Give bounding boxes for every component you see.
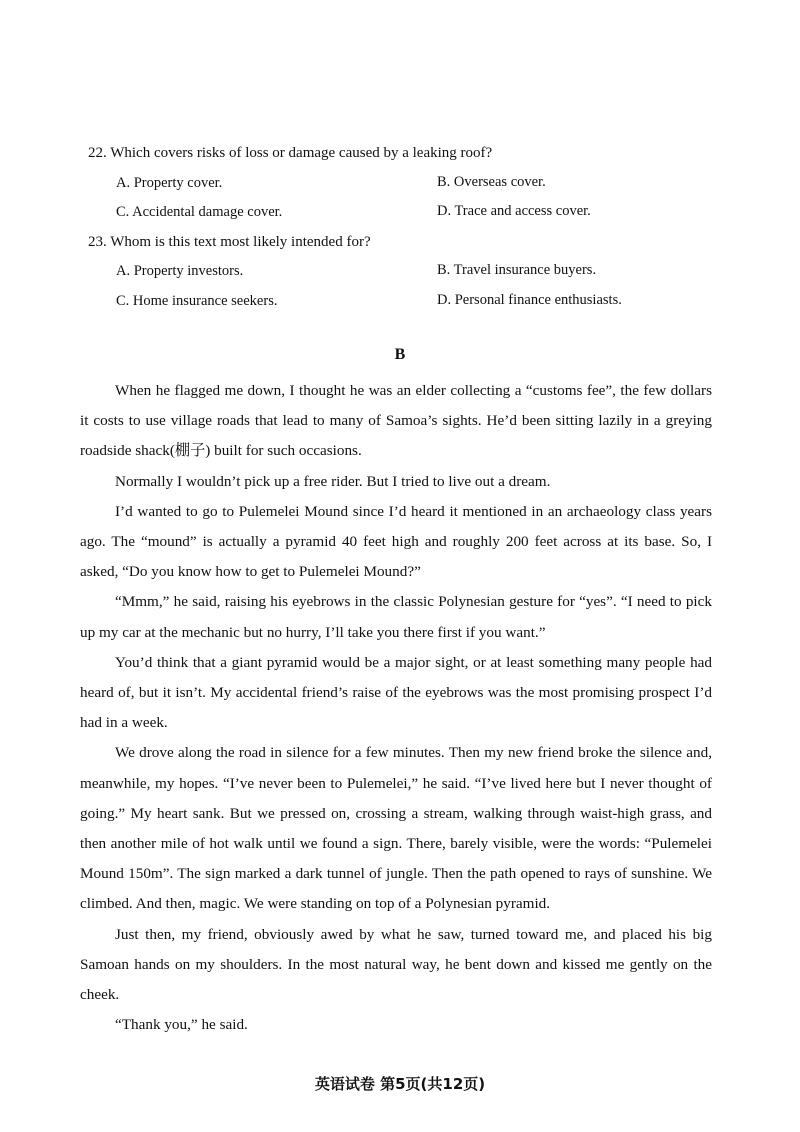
question-23-option-c: C. Home insurance seekers. xyxy=(116,293,278,309)
reading-passage xyxy=(80,376,712,1040)
passage-paragraph: “Mmm,” he said, raising his eyebrows in the classic Polynesian gesture for “yes”. “I need to pick up my car at the mechanic but no hurry, I’ll take you there first if you want.” xyxy=(80,593,712,641)
question-23-option-b: B. Travel insurance buyers. xyxy=(437,262,597,278)
question-22-option-c: C. Accidental damage cover. xyxy=(116,204,283,220)
passage-paragraph: I’d wanted to go to Pulemelei Mound since I’d heard it mentioned in an archaeology class years ago. The “mound” is actually a pyramid 40 feet high and roughly 200 feet across at its base. So, I asked, “Do you know how to get to Pulemelei Mound?” xyxy=(80,502,712,581)
question-23-stem: 23. Whom is this text most likely intended for? xyxy=(88,234,371,250)
passage-paragraph: When he flagged me down, I thought he was an elder collecting a “customs fee”, the few dollars it costs to use village roads that lead to many of Samoa’s sights. He’d been sitting lazily in a greying roadside shack(棚子) built for such occasions. xyxy=(80,382,712,460)
question-23-option-a: A. Property investors. xyxy=(116,263,244,279)
question-22-option-a: A. Property cover. xyxy=(116,175,223,191)
passage-paragraph: Normally I wouldn’t pick up a free rider. But I tried to live out a dream. xyxy=(115,472,551,490)
question-23-option-d: D. Personal finance enthusiasts. xyxy=(437,292,622,308)
passage-paragraph: You’d think that a giant pyramid would be a major sight, or at least something many people had heard of, but it isn’t. My accidental friend’s raise of the eyebrows was the most promising prospect I’d had in a week. xyxy=(80,653,712,732)
passage-paragraph: Just then, my friend, obviously awed by what he saw, turned toward me, and placed his big Samoan hands on my shoulders. In the most natural way, he bent down and kissed me gently on the cheek. xyxy=(80,925,712,1004)
passage-paragraph: We drove along the road in silence for a few minutes. Then my new friend broke the silence and, meanwhile, my hopes. “I’ve never been to Pulemelei,” he said. “I’ve lived here but I never thought of going.” My heart sank. But we pressed on, crossing a stream, walking through waist-high grass, and then another mile of hot walk until we found a sign. There, barely visible, were the words: “Pulemelei Mound 150m”. The sign marked a dark tunnel of jungle. Then the path opened to rays of sunshine. We climbed. And then, magic. We were standing on top of a Polynesian pyramid. xyxy=(80,744,712,913)
page-footer: 英语试卷 第5页(共12页) xyxy=(314,1075,486,1093)
passage-paragraph: “Thank you,” he said. xyxy=(115,1016,248,1034)
question-22-stem: 22. Which covers risks of loss or damage caused by a leaking roof? xyxy=(88,145,493,161)
question-22-option-d: D. Trace and access cover. xyxy=(437,203,591,219)
question-22-option-b: B. Overseas cover. xyxy=(437,174,546,190)
section-title: B xyxy=(394,346,406,363)
